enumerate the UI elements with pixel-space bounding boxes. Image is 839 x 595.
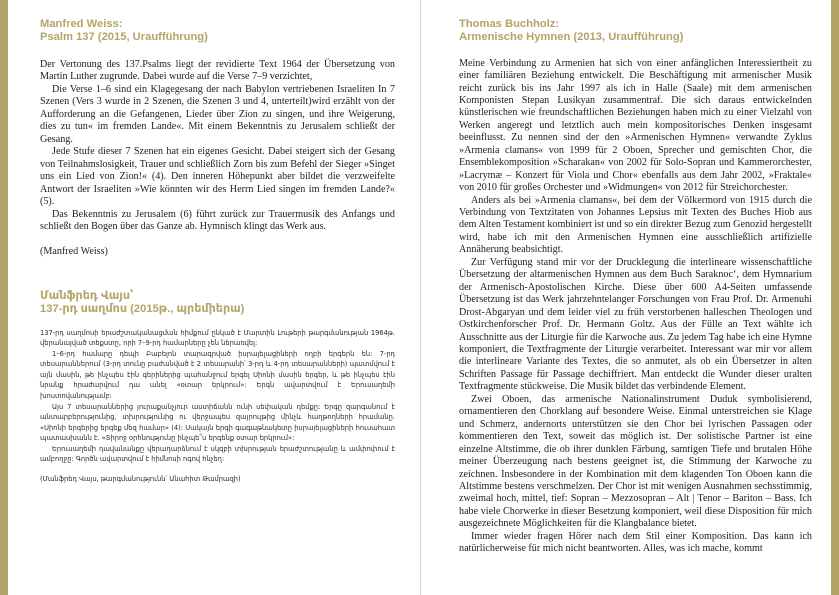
author-credit: (Manfred Weiss) — [40, 245, 108, 257]
left-page — [40, 18, 395, 484]
heading-title: 137-րդ սաղմոս (2015թ., պրեմիերա) — [40, 303, 245, 316]
right-page — [459, 18, 812, 556]
heading-title: Armenische Hymnen (2013, Uraufführung) — [459, 31, 684, 44]
paragraph: Jede Stufe dieser 7 Szenen hat ein eigenes Gesicht. Dabei steigert sich der Gesang von Teilnahmslosigkeit, Trauer und schließlich Zorn bis zum Befehl der Sieger »Singet uns ein Lied von Zion!« (4). Den inneren Höhepunkt aber bildet die verzweifelte Antwort der Israeliten »Wie könnten wir des Herrn Lied singen im fremden Lande?« (5). — [40, 146, 395, 208]
armenian-section-heading — [40, 290, 395, 317]
right-margin-bar — [831, 0, 839, 595]
paragraph: Այս 7 տեսարաններից յուրաքանչյուր աստիճանն ունի սեփական դեմքը: Երգը զարգանում է անտարբերությունից, տխրությունից ու վերջապես զայրույթից մինչև հաղթողների հրամանը. «Սիոնի երգերից երգեք մեզ համար» (4): Սակայն երգի գագաթնակետը իսրայելացիների հուսահատ պատասխանն է. «Տիրոջ օրհնությունը ինչպե՞ս երգենք օտար երկրում»: — [40, 402, 395, 443]
right-body-text — [459, 58, 812, 556]
paragraph: Երուսաղեմի դավանանքը վերադարձնում է սկզբի տխրության երաժշտությանը և ամփոփում է ամբողջը: Գործն ավարտվում է հիմնոսի ոգով հնչեղ: — [40, 444, 395, 464]
paragraph: 1–6-րդ համարը դեպի Բաբելոն տարագրված իսրայելացիների ողբի երգերն են: 7-րդ տեսարաններում (3-րդ տունը բաժանված է 2 տեսարանի՝ 3-րդ և 4-րդ տեսարանների) պատմվում է այն մասին, թե ինչպես էին գերիներից պահանջում երգել Սիոնի մասին երգեր, և թե ինչպես էին նրանք հրաժարվում դա անել «օտար երկրում»: Երգն ավարտվում է Երուսաղեմի խոստովանությամբ: — [40, 349, 395, 400]
paragraph: Die Verse 1–6 sind ein Klagegesang der nach Babylon vertriebenen Israeliten In 7 Szenen (Vers 3 wurde in 2 Szenen, die Szenen 3 und 4, unterteilt)wird erzählt von der Aufforderung an die Gefangenen, Lieder über Zion zu singen, und ihre Weigerung, dies zu tun« im fremden Lande«. Mit einem Bekenntnis zu Jerusalem schließt der Gesang. — [40, 83, 395, 145]
section-heading — [459, 18, 812, 45]
heading-author: Thomas Buchholz: — [459, 18, 560, 30]
paragraph: Der Vertonung des 137.Psalms liegt der revidierte Text 1964 der Übersetzung von Martin Luther zugrunde. Dabei wurde auf die Verse 7–9 verzichtet, — [40, 58, 395, 83]
page-gutter — [420, 0, 421, 595]
heading-title: Psalm 137 (2015, Uraufführung) — [40, 31, 208, 44]
paragraph: Meine Verbindung zu Armenien hat sich von einer anfänglichen Interessiertheit zu einer familiären Beziehung entwickelt. Die Beschäftigung mit armenischer Musik reicht zurück bis ins Jahr 1997 als ich in Halle (Saale) mit dem armenischen Komponisten Stepan Lusikyan zusammentraf. Die sich daraus entwickelnden künstlerischen wie freundschaftlichen Beziehungen haben mich zu einer Vielzahl von Werken angeregt und letztlich auch mein kompositorisches Denken insgesamt beeinflusst. Zu nennen sind der den »Armenischen Hymnen« verwandte Zyklus »Armenia clamans« von 1999 für 2 Oboen, Sprecher und gemischten Chor, die Ensemblekomposition »Scharakan« von 2002 für Solo-Sopran und Kammerorchester, »Lacrymæ – Konzert für Viola und Chor« ebenfalls aus dem Jahr 2002, »Fraktale« von 2010 für großes Orchester und »Widmungen« von 2012 für Streichorchester. — [459, 57, 812, 194]
german-body-text — [40, 59, 395, 234]
paragraph: Das Bekenntnis zu Jerusalem (6) führt zurück zur Trauermusik des Anfangs und schließt den Bogen über das Ganze ab. Hymnisch klingt das Werk aus. — [40, 208, 395, 233]
paragraph: Anders als bei »Armenia clamans«, bei dem der Völkermord von 1915 durch die Verbindung von Textzitaten von Johannes Lepsius mit Texten des Buches Hiob aus dem Alten Testament kombiniert ist und so ein direkter Bezug zum Genozid hergestellt wird, habe ich mit den Armenischen Hymnen eine ausschließlich artifizielle Annäherung beabsichtigt. — [459, 194, 812, 256]
german-section-heading — [40, 18, 395, 45]
heading-author: Manfred Weiss: — [40, 18, 123, 30]
paragraph: Zur Verfügung stand mir vor der Drucklegung die interlineare wissenschaftliche Übersetzung der altarmenischen Hymnen aus dem Buch Saraknoc‘, dem Hymnarium der Armenisch-Apostolischen Kirche. Diese über 600 A4-Seiten umfassende Übersetzung ist das Werk jahrzehntelanger Forschungen von Frau Prof. Dr. Armenuhi Drost-Abgaryan und dem leider viel zu früh verstorbenen halleschen Theologen und Ostkirchenforscher Prof. Dr. Hermann Goltz. Aus der Fülle an Text wählte ich Ausschnitte aus der Liturgie für die Karwoche aus. Zu jedem Tag habe ich eine Hymne komponiert, die Textfragmente der Liturgie verarbeitet. Interessant war mir vor allem die interlineare Variante des Textes, die so anmutet, als ob ein Übersetzer in alten Schriften Passage für Passage dechiffriert. Man entdeckt die Wunder dieser uralten Textfragmente stückweise. Die Musik bildet das verbindende Element. — [459, 256, 812, 393]
paragraph: Zwei Oboen, das armenische Nationalinstrument Duduk symbolisierend, ornamentieren den Chorklang auf besondere Weise. Einmal unterstreichen sie Klage und Schmerz, andernorts unterstützen sie den Chor bei lyrischen Passagen oder kommentieren den Text, soweit das möglich ist. Der solistische Partner ist eine einzelne Altstimme, die ob ihrer dunklen Färbung, samtigen Tiefe und brutalen Höhe meiner Überzeugung nach bestens geeignet ist, die Stimmung der Karwoche zu zeichnen. Insbesondere in der Kombination mit dem klagenden Ton Oboen kann die Altstimme bestens verschmelzen. Der Chor ist mit wenigen Ausnahmen sechsstimmig, zweimal hoch, mittel, tief: Sopran – Mezzosopran – Alt | Tenor – Bariton – Bass. Ich habe viele Chorwerke in dieser Besetzung komponiert, weil diese Disposition für mich ausgezeichnete Möglichkeiten für die Klangbalance bietet. — [459, 393, 812, 530]
paragraph: Immer wieder fragen Hörer nach dem Stil einer Komposition. Das kann ich natürlicherweise für mich nicht beantworten. Alles, was ich mache, kommt — [459, 530, 812, 555]
armenian-body-text — [40, 328, 395, 465]
paragraph: 137-րդ սաղմոսի երաժշտականացման հիմքում ընկած է Մարտին Լութերի թարգմանության 1964թ. վերանայված տեքստը, որի 7–9-րդ համարները չեն ներառվել: — [40, 328, 395, 348]
left-margin-bar — [0, 0, 8, 595]
armenian-credit: (Մանֆրեդ Վայս, թարգմանությունն՝ Անահիտ Թամրազի) — [40, 474, 241, 483]
heading-author: Մանֆրեդ Վայս՝ — [40, 290, 134, 303]
